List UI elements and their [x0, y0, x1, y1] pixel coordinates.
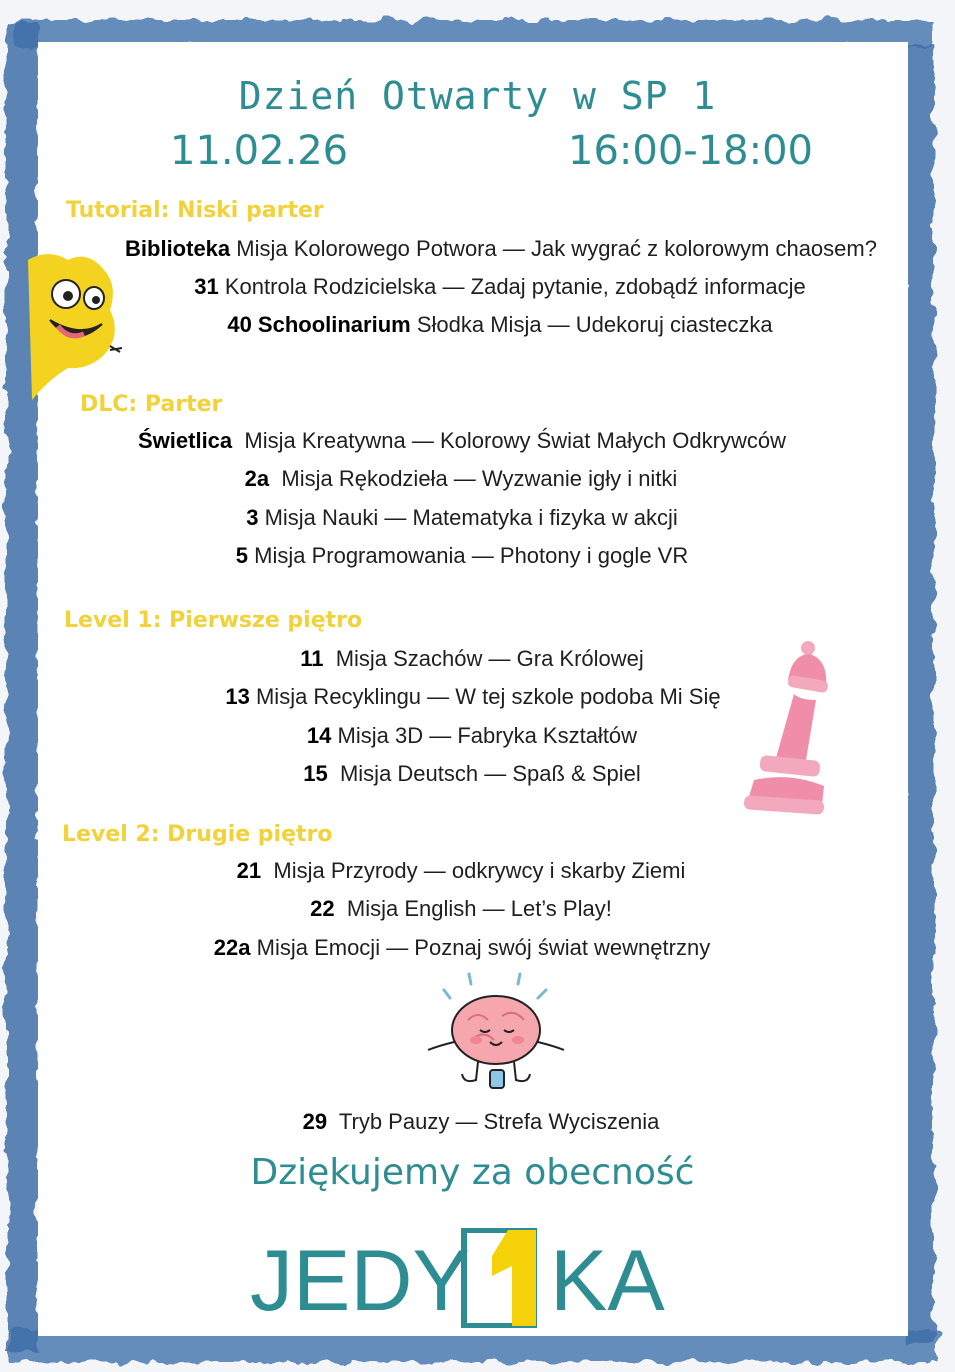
- section-heading-level2: Level 2: Drugie piętro: [62, 822, 333, 847]
- section-heading-parter: DLC: Parter: [80, 392, 223, 417]
- list-item: [0, 505, 955, 531]
- list-item: [0, 274, 955, 300]
- section-heading-tutorial: Tutorial: Niski parter: [66, 198, 324, 223]
- mission-text: Kontrola Rodzicielska — Zadaj pytanie, zdobądź informacje: [224, 274, 806, 299]
- room-label: 22: [310, 896, 335, 921]
- mission-text: Misja Przyrody — odkrywcy i skarby Ziemi: [273, 858, 686, 883]
- section-heading-level1: Level 1: Pierwsze piętro: [64, 608, 363, 633]
- list-item: [0, 312, 955, 338]
- pause-zone: [0, 1109, 955, 1135]
- list-item: [0, 896, 955, 922]
- room-label: 13: [225, 684, 250, 709]
- logo-text-right: KA: [550, 1233, 665, 1328]
- mission-text: Misja Kreatywna — Kolorowy Świat Małych Odkrywców: [244, 428, 786, 453]
- room-label: 14: [306, 723, 332, 748]
- room-label: 29: [302, 1109, 328, 1134]
- list-item: [0, 858, 955, 884]
- list-item: [0, 466, 955, 492]
- mission-text: Misja Kolorowego Potwora — Jak wygrać z kolorowym chaosem?: [236, 236, 877, 261]
- mission-text: Misja 3D — Fabryka Kształtów: [337, 723, 638, 748]
- mission-text: Misja Programowania — Photony i gogle VR: [254, 543, 689, 568]
- room-label: Biblioteka: [125, 236, 231, 261]
- yellow-monster-icon: [18, 240, 128, 405]
- mission-text: Misja Rękodzieła — Wyzwanie igły i nitki: [281, 466, 678, 491]
- room-label: Świetlica: [138, 428, 233, 453]
- mission-text: Słodka Misja — Udekoruj ciasteczka: [416, 312, 773, 337]
- room-label: 5: [235, 543, 249, 568]
- mission-text: Misja English — Let’s Play!: [346, 896, 612, 921]
- room-label: 15: [303, 761, 328, 786]
- list-item: [0, 428, 955, 454]
- event-time: 16:00-18:00: [568, 128, 813, 174]
- mission-text: Misja Emocji — Poznaj swój świat wewnętrzny: [256, 935, 711, 960]
- list-item: [1, 236, 955, 262]
- mission-text: Misja Szachów — Gra Królowej: [335, 646, 644, 671]
- page-title: Dzień Otwarty w SP 1: [238, 74, 717, 118]
- room-label: 2a: [244, 466, 270, 491]
- pink-chess-queen-icon: [740, 640, 830, 822]
- jedynka-logo: [250, 1228, 710, 1328]
- room-label: 21: [236, 858, 262, 883]
- thanks-message: Dziękujemy za obecność: [250, 1152, 695, 1193]
- list-item: [0, 935, 955, 961]
- room-label: 22a: [213, 935, 251, 960]
- mission-text: Misja Deutsch — Spaß & Spiel: [339, 761, 641, 786]
- mission-text: Misja Recyklingu — W tej szkole podoba Mi Się: [255, 684, 721, 709]
- event-date: 11.02.26: [170, 128, 349, 174]
- room-label: 31: [194, 274, 219, 299]
- meditating-brain-icon: [424, 970, 569, 1095]
- room-label: 11: [300, 646, 324, 671]
- mission-text: Tryb Pauzy — Strefa Wyciszenia: [338, 1109, 660, 1134]
- list-item: [0, 543, 955, 569]
- room-label: 3: [246, 505, 259, 530]
- mission-text: Misja Nauki — Matematyka i fizyka w akcji: [264, 505, 678, 530]
- logo-text-left: JEDY: [250, 1233, 470, 1328]
- room-label: 40 Schoolinarium: [227, 312, 411, 337]
